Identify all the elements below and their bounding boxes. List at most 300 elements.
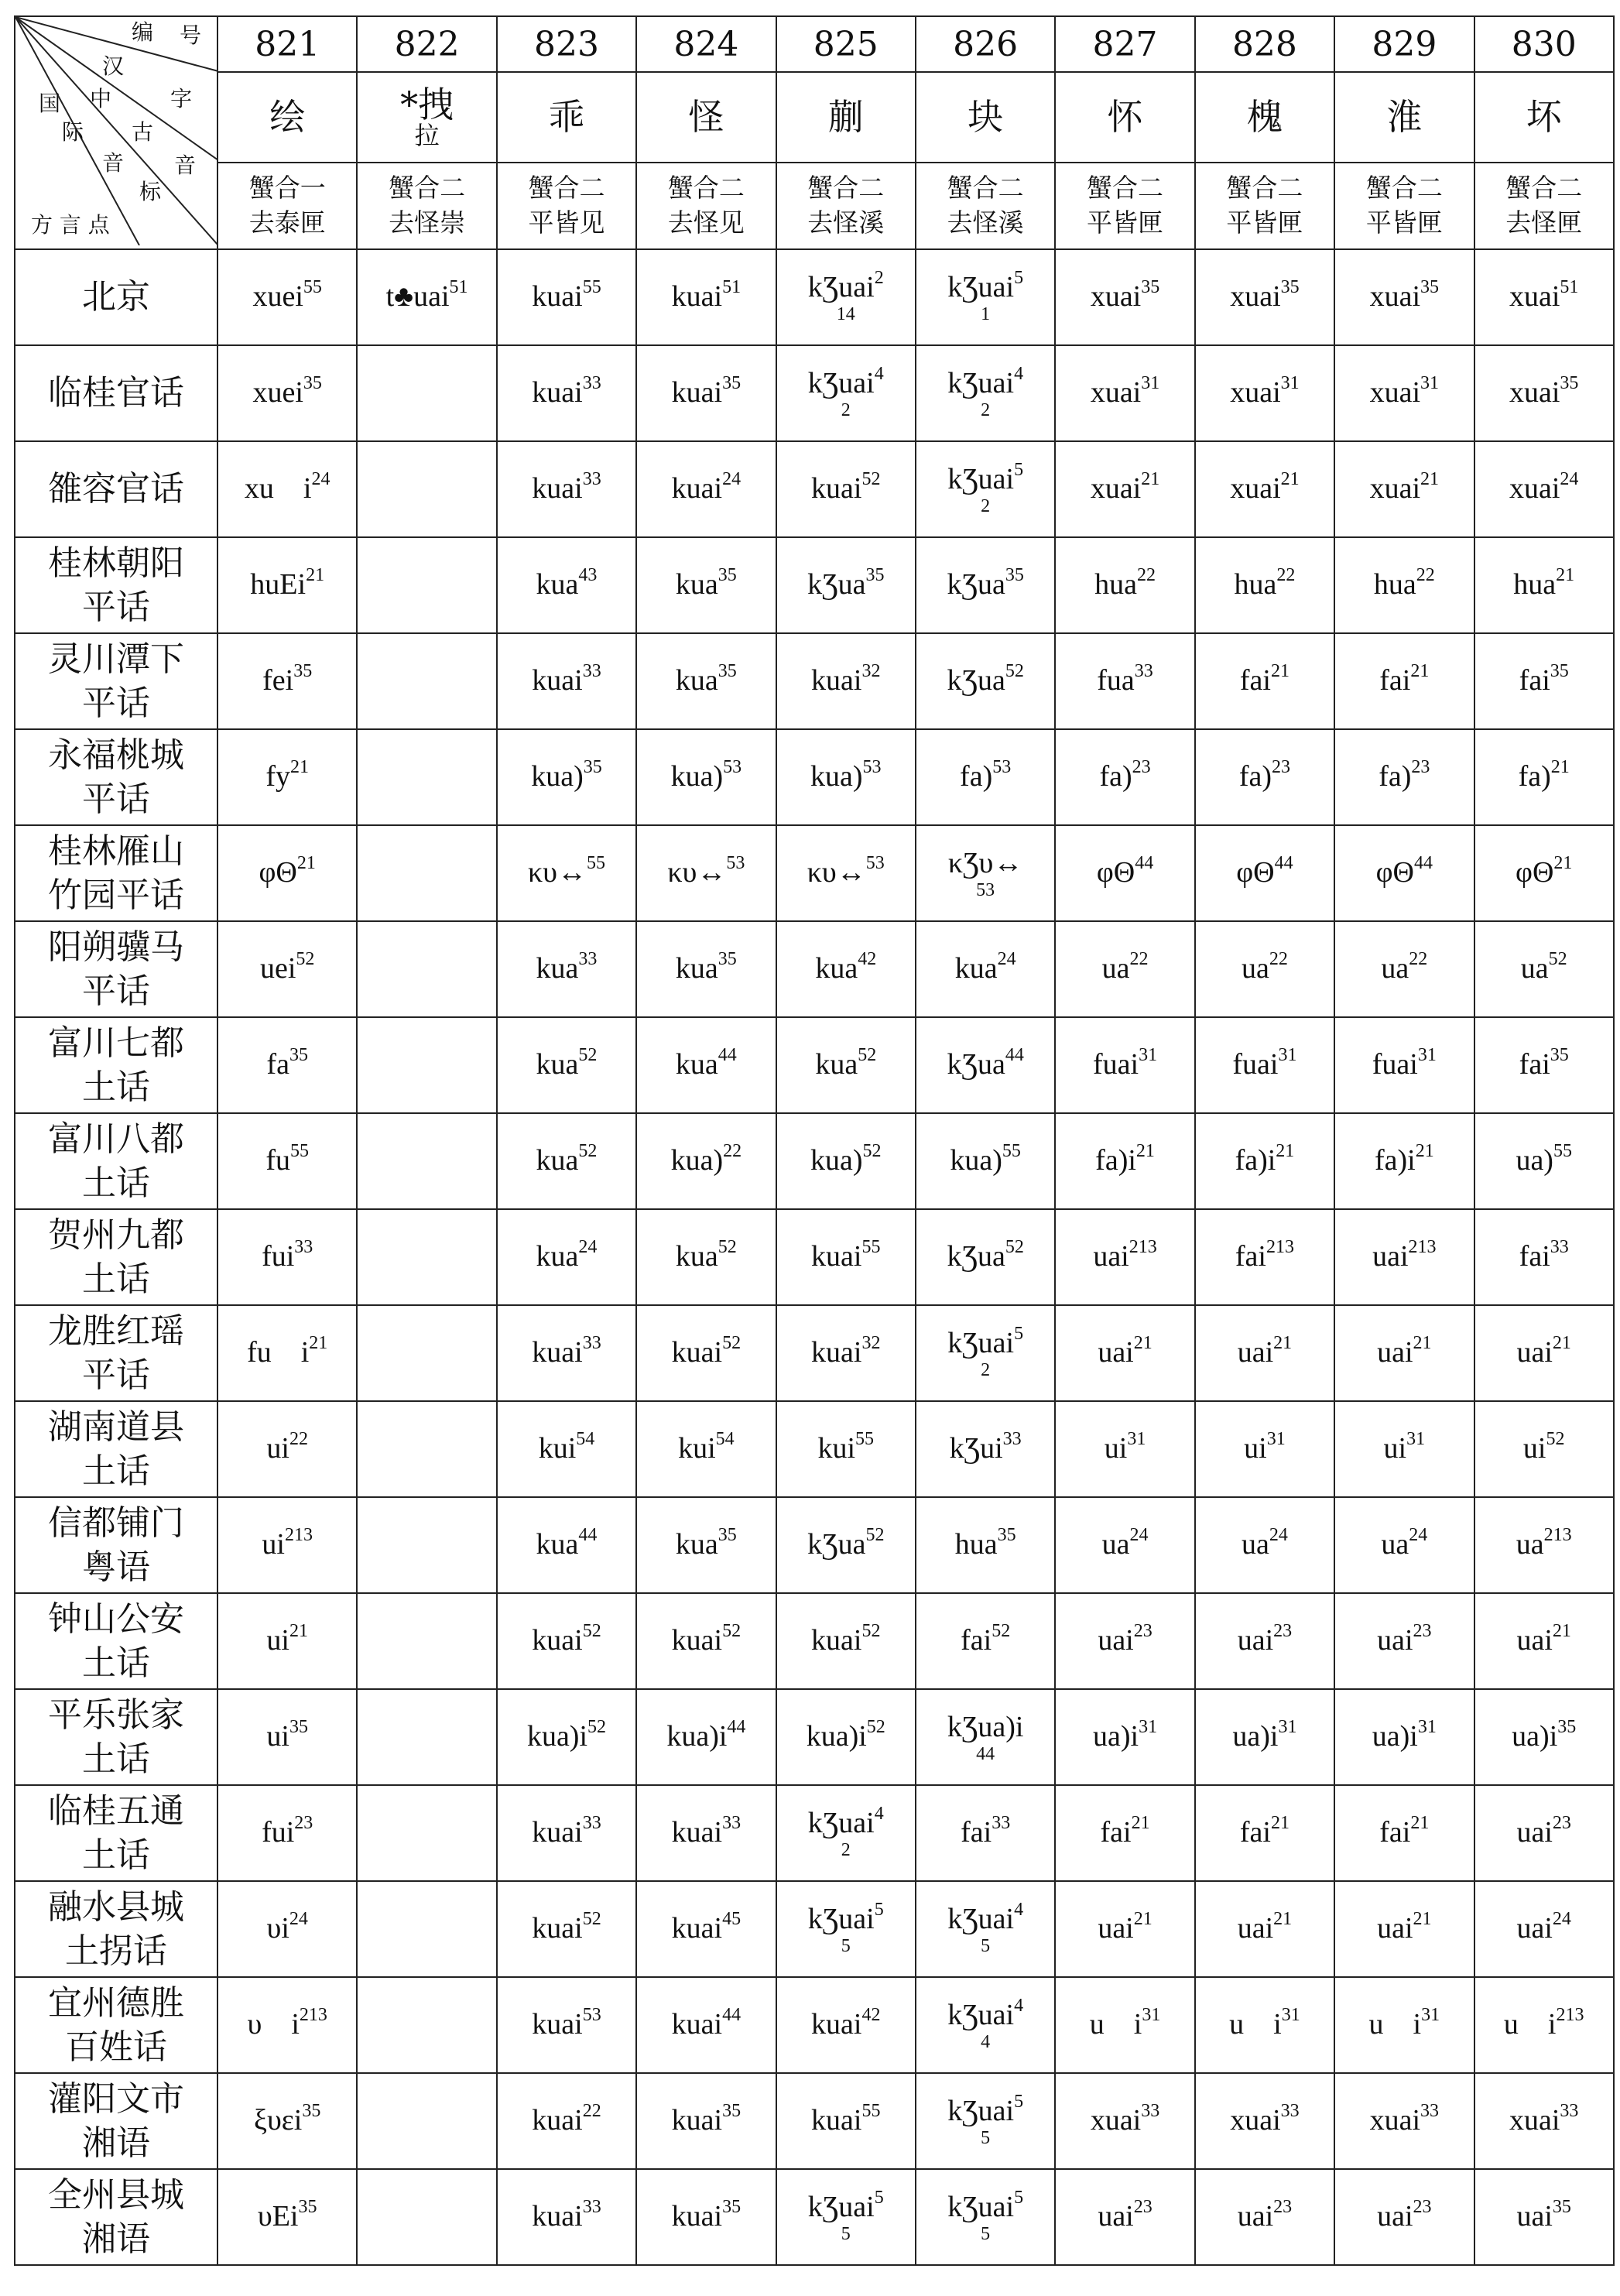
ipa-text: xuai bbox=[1230, 280, 1281, 314]
column-number: 825 bbox=[776, 16, 916, 72]
tone-digits: 2 bbox=[841, 399, 851, 420]
tone-number: 35 bbox=[1420, 277, 1440, 298]
dialect-location bbox=[15, 345, 217, 441]
tone-number-continued bbox=[916, 1937, 1054, 1955]
ipa-text: kua) bbox=[531, 760, 584, 793]
tone-number: 31 bbox=[1420, 373, 1440, 394]
pronunciation bbox=[916, 2092, 1054, 2129]
pronunciation-cell bbox=[1055, 1785, 1194, 1881]
pronunciation-cell bbox=[497, 633, 636, 729]
pronunciation bbox=[1196, 661, 1334, 698]
ipa-text: fai bbox=[1239, 664, 1271, 697]
ipa-text: φΘ bbox=[1516, 856, 1554, 889]
pronunciation bbox=[498, 373, 635, 410]
tone-number-continued bbox=[916, 2129, 1054, 2147]
pronunciation bbox=[218, 1429, 356, 1466]
pronunciation-cell bbox=[217, 1017, 357, 1113]
pronunciation bbox=[777, 364, 915, 401]
pronunciation bbox=[1475, 949, 1613, 986]
pronunciation-cell bbox=[1195, 2073, 1334, 2169]
pronunciation bbox=[1335, 565, 1473, 602]
pronunciation bbox=[777, 1237, 915, 1274]
pronunciation bbox=[1475, 373, 1613, 410]
location-line: 富川八都 bbox=[48, 1119, 184, 1159]
ipa-text: φΘ bbox=[1096, 856, 1135, 889]
tone-number: 35 bbox=[293, 661, 313, 682]
tone-number: 52 bbox=[865, 1525, 885, 1546]
tone-number: 55 bbox=[861, 1237, 881, 1258]
tone-number: 21 bbox=[1135, 1141, 1155, 1162]
ipa-text: ui bbox=[1104, 1432, 1128, 1465]
pronunciation bbox=[1056, 661, 1194, 698]
pronunciation bbox=[1196, 277, 1334, 314]
location-line: 百姓话 bbox=[65, 2027, 167, 2067]
pronunciation bbox=[1196, 1045, 1334, 1082]
pronunciation-cell bbox=[916, 345, 1055, 441]
table-row bbox=[15, 345, 1614, 441]
pronunciation-cell bbox=[217, 345, 357, 441]
pronunciation-cell bbox=[357, 1305, 496, 1401]
location-line: 平乐张家 bbox=[48, 1695, 184, 1735]
pronunciation-cell bbox=[1195, 1689, 1334, 1785]
ipa-text: ui bbox=[262, 1528, 285, 1561]
column-middle-chinese bbox=[1334, 163, 1474, 249]
location-line: 龙胜红瑶 bbox=[48, 1311, 184, 1351]
pronunciation-cell bbox=[1334, 1977, 1474, 2073]
tone-number: 44 bbox=[578, 1525, 598, 1546]
tone-number: 35 bbox=[303, 373, 322, 394]
pronunciation bbox=[916, 757, 1054, 794]
pronunciation-cell bbox=[636, 2073, 776, 2169]
tone-number: 31 bbox=[1127, 1429, 1146, 1450]
column-character bbox=[1334, 72, 1474, 163]
pronunciation bbox=[916, 1429, 1054, 1466]
pronunciation-cell bbox=[357, 1113, 496, 1209]
character-text: 绘 bbox=[269, 96, 306, 139]
column-number: 830 bbox=[1474, 16, 1614, 72]
tone-number: 21 bbox=[1141, 469, 1160, 490]
pronunciation-cell bbox=[1055, 1881, 1194, 1977]
tone-number: 43 bbox=[578, 565, 598, 586]
ipa-text: kuai bbox=[532, 2008, 583, 2041]
tone-number-continued bbox=[777, 401, 915, 420]
pronunciation-cell bbox=[1334, 537, 1474, 633]
pronunciation bbox=[498, 1717, 635, 1754]
pronunciation-cell bbox=[1474, 1401, 1614, 1497]
pronunciation bbox=[916, 1237, 1054, 1274]
tone-number: 213 bbox=[299, 2005, 327, 2026]
pronunciation bbox=[498, 949, 635, 986]
pronunciation bbox=[218, 949, 356, 986]
mc-tone-initial: 平皆匣 bbox=[1226, 207, 1303, 238]
ipa-text: ua) bbox=[1516, 1144, 1553, 1177]
ipa-text: kua bbox=[954, 952, 998, 985]
mc-category: 蟹合二 bbox=[1505, 173, 1583, 204]
pronunciation-cell bbox=[1195, 1113, 1334, 1209]
location-line: 平话 bbox=[82, 684, 150, 723]
pronunciation-cell bbox=[357, 249, 496, 345]
ipa-text: kuai bbox=[532, 1624, 583, 1657]
pronunciation bbox=[637, 1909, 775, 1946]
pronunciation bbox=[1196, 949, 1334, 986]
pronunciation bbox=[218, 1909, 356, 1946]
pronunciation bbox=[637, 1813, 775, 1850]
ipa-text: fua bbox=[1097, 664, 1135, 697]
pronunciation bbox=[498, 2197, 635, 2234]
tone-number: 24 bbox=[1552, 1909, 1571, 1930]
character-text: 淮 bbox=[1386, 96, 1423, 139]
tone-number: 21 bbox=[1270, 661, 1289, 682]
tone-number: 22 bbox=[289, 1429, 308, 1450]
pronunciation-cell bbox=[1334, 1881, 1474, 1977]
pronunciation-cell bbox=[497, 537, 636, 633]
ipa-text: ξυεi bbox=[254, 2104, 303, 2137]
ipa-text: uai bbox=[1516, 1624, 1553, 1657]
pronunciation bbox=[1056, 469, 1194, 506]
pronunciation-cell bbox=[636, 1497, 776, 1593]
table-row bbox=[15, 921, 1614, 1017]
location-line: 临桂五通 bbox=[48, 1791, 184, 1831]
ipa-text: fa) bbox=[1379, 760, 1412, 793]
pronunciation bbox=[1056, 757, 1194, 794]
pronunciation bbox=[916, 2188, 1054, 2225]
tone-number: 31 bbox=[1142, 2005, 1161, 2026]
location-line: 土拐话 bbox=[65, 1931, 167, 1971]
pronunciation-cell bbox=[1474, 1689, 1614, 1785]
tone-number: 21 bbox=[1550, 757, 1570, 778]
pronunciation-cell bbox=[636, 249, 776, 345]
pronunciation bbox=[916, 1141, 1054, 1178]
pronunciation-cell bbox=[497, 729, 636, 825]
tone-number: 21 bbox=[1552, 1333, 1571, 1354]
pronunciation-cell bbox=[776, 1401, 916, 1497]
tone-number: 21 bbox=[1410, 1813, 1430, 1834]
ipa-text: uai bbox=[1237, 1336, 1274, 1369]
location-line: 竹园平话 bbox=[48, 876, 184, 915]
ipa-text: kua)i bbox=[526, 1720, 588, 1753]
ipa-text: kuai bbox=[532, 472, 583, 505]
pronunciation-cell bbox=[776, 1497, 916, 1593]
ipa-text: kƷuai bbox=[807, 2191, 875, 2224]
tone-number: 44 bbox=[1414, 853, 1433, 874]
table-row bbox=[15, 441, 1614, 537]
pronunciation bbox=[498, 1909, 635, 1946]
pronunciation bbox=[637, 1429, 775, 1466]
column-character bbox=[1474, 72, 1614, 163]
dialect-table bbox=[14, 15, 1615, 2266]
pronunciation bbox=[637, 1141, 775, 1178]
tone-number: 22 bbox=[1129, 949, 1149, 970]
column-number: 826 bbox=[916, 16, 1055, 72]
pronunciation-cell bbox=[1334, 1785, 1474, 1881]
character-text: 怪 bbox=[688, 96, 724, 139]
ipa-text: fa) bbox=[1099, 760, 1132, 793]
ipa-text: ua bbox=[1241, 952, 1269, 985]
ipa-text: xu i bbox=[244, 472, 312, 505]
pronunciation-cell bbox=[1474, 441, 1614, 537]
pronunciation-cell bbox=[497, 249, 636, 345]
pronunciation-cell bbox=[1055, 1401, 1194, 1497]
ipa-text: ua)i bbox=[1372, 1720, 1418, 1753]
ipa-text: uai bbox=[1516, 1336, 1553, 1369]
ipa-text: kuai bbox=[811, 1240, 862, 1273]
pronunciation bbox=[1196, 565, 1334, 602]
ipa-text: fai bbox=[1235, 1240, 1266, 1273]
pronunciation bbox=[916, 1621, 1054, 1658]
tone-number: 32 bbox=[861, 661, 881, 682]
pronunciation-cell bbox=[916, 825, 1055, 921]
pronunciation-cell bbox=[1334, 345, 1474, 441]
pronunciation-cell bbox=[916, 249, 1055, 345]
ipa-text: ua)i bbox=[1232, 1720, 1279, 1753]
pronunciation-cell bbox=[357, 921, 496, 1017]
pronunciation bbox=[1475, 853, 1613, 890]
pronunciation bbox=[1475, 1141, 1613, 1178]
tone-number: 44 bbox=[1274, 853, 1293, 874]
tone-number: 21 bbox=[1276, 1141, 1295, 1162]
pronunciation-cell bbox=[1334, 249, 1474, 345]
pronunciation bbox=[1056, 1717, 1194, 1754]
pronunciation bbox=[1196, 853, 1334, 890]
corner-label-yin1: 音 bbox=[102, 150, 125, 176]
tone-number: 33 bbox=[582, 2197, 601, 2218]
ipa-text: hua bbox=[1234, 568, 1277, 601]
pronunciation-cell bbox=[916, 2169, 1055, 2265]
pronunciation-cell bbox=[1334, 1305, 1474, 1401]
corner-header-cell bbox=[15, 16, 217, 249]
ipa-text: kui bbox=[678, 1432, 716, 1465]
location-line: 湘语 bbox=[82, 2219, 150, 2259]
ipa-text: kƷuai bbox=[947, 463, 1015, 496]
ipa-text: kua bbox=[675, 1240, 718, 1273]
pronunciation-cell bbox=[1195, 249, 1334, 345]
pronunciation-cell bbox=[357, 1977, 496, 2073]
pronunciation bbox=[777, 1429, 915, 1466]
tone-number: 4 bbox=[1014, 364, 1024, 385]
pronunciation bbox=[1056, 1621, 1194, 1658]
pronunciation-cell bbox=[1055, 1689, 1194, 1785]
pronunciation bbox=[637, 1525, 775, 1562]
pronunciation bbox=[1056, 853, 1194, 890]
tone-number: 5 bbox=[1014, 2092, 1024, 2113]
pronunciation-cell bbox=[916, 729, 1055, 825]
location-line: 临桂官话 bbox=[48, 373, 184, 413]
tone-number: 52 bbox=[296, 949, 315, 970]
pronunciation-cell bbox=[776, 1113, 916, 1209]
pronunciation-cell bbox=[217, 1881, 357, 1977]
pronunciation-cell bbox=[1474, 825, 1614, 921]
tone-number: 22 bbox=[1269, 949, 1288, 970]
header-row-characters bbox=[15, 72, 1614, 163]
tone-number: 22 bbox=[582, 2101, 601, 2122]
pronunciation-cell bbox=[1474, 921, 1614, 1017]
ipa-text: υi bbox=[266, 1912, 289, 1945]
location-line: 宜州德胜 bbox=[48, 1982, 184, 2023]
pronunciation bbox=[498, 277, 635, 314]
tone-number: 24 bbox=[578, 1237, 598, 1258]
pronunciation bbox=[1056, 1909, 1194, 1946]
ipa-text: kuai bbox=[671, 1336, 723, 1369]
ipa-text: kƷuai bbox=[807, 367, 875, 400]
pronunciation-cell bbox=[1334, 1689, 1474, 1785]
pronunciation-cell bbox=[497, 1401, 636, 1497]
tone-number: 35 bbox=[298, 2197, 317, 2218]
tone-digits: 5 bbox=[981, 1935, 991, 1956]
pronunciation-cell bbox=[497, 1881, 636, 1977]
ipa-text: κυ↔ bbox=[667, 856, 727, 889]
tone-number: 53 bbox=[992, 757, 1012, 778]
tone-number: 35 bbox=[289, 1045, 308, 1066]
pronunciation bbox=[1475, 1717, 1613, 1754]
pronunciation bbox=[777, 1900, 915, 1937]
ipa-text: kuai bbox=[671, 280, 723, 314]
ipa-text: xuai bbox=[1230, 472, 1281, 505]
location-line: 土话 bbox=[82, 1163, 150, 1203]
pronunciation bbox=[1056, 1813, 1194, 1850]
ipa-text: ui bbox=[266, 1624, 289, 1657]
pronunciation bbox=[1335, 469, 1473, 506]
pronunciation-cell bbox=[636, 2169, 776, 2265]
pronunciation bbox=[777, 1045, 915, 1082]
pronunciation bbox=[1335, 1333, 1473, 1370]
tone-number: 52 bbox=[582, 1621, 601, 1642]
tone-number: 5 bbox=[1014, 1324, 1024, 1345]
pronunciation-cell bbox=[497, 2073, 636, 2169]
pronunciation bbox=[916, 565, 1054, 602]
ipa-text: ui bbox=[1244, 1432, 1267, 1465]
column-number: 824 bbox=[636, 16, 776, 72]
ipa-text: xuai bbox=[1509, 2104, 1560, 2137]
tone-number: 5 bbox=[1014, 2188, 1024, 2209]
pronunciation-cell bbox=[916, 1689, 1055, 1785]
pronunciation-cell bbox=[776, 729, 916, 825]
pronunciation-cell bbox=[357, 1689, 496, 1785]
ipa-text: kui bbox=[538, 1432, 577, 1465]
ipa-text: kuai bbox=[671, 2200, 723, 2233]
pronunciation-cell bbox=[776, 1689, 916, 1785]
pronunciation bbox=[777, 268, 915, 305]
tone-number: 24 bbox=[1129, 1525, 1149, 1546]
tone-number: 55 bbox=[861, 2101, 881, 2122]
tone-number-continued bbox=[777, 1841, 915, 1859]
pronunciation-cell bbox=[916, 1209, 1055, 1305]
location-line: 平话 bbox=[82, 1355, 150, 1395]
pronunciation bbox=[1196, 1717, 1334, 1754]
pronunciation-cell bbox=[1195, 1881, 1334, 1977]
character-text: *拽 bbox=[400, 83, 454, 125]
tone-number: 23 bbox=[1272, 757, 1291, 778]
ipa-text: φΘ bbox=[259, 856, 297, 889]
pronunciation-cell bbox=[1055, 2073, 1194, 2169]
ipa-text: fai bbox=[961, 1624, 992, 1657]
pronunciation-cell bbox=[776, 2169, 916, 2265]
corner-label-gu: 古 bbox=[132, 119, 154, 145]
pronunciation-cell bbox=[217, 537, 357, 633]
tone-number: 55 bbox=[290, 1141, 310, 1162]
table-row bbox=[15, 1113, 1614, 1209]
ipa-text: kƷuai bbox=[947, 2095, 1015, 2128]
pronunciation bbox=[218, 1525, 356, 1562]
ipa-text: fui bbox=[262, 1816, 295, 1849]
ipa-text: fa) bbox=[1238, 760, 1272, 793]
tone-number: 31 bbox=[1278, 1717, 1297, 1738]
tone-number: 5 bbox=[1014, 460, 1024, 481]
ipa-text: fai bbox=[1519, 1240, 1550, 1273]
pronunciation bbox=[1196, 1237, 1334, 1274]
pronunciation-cell bbox=[1055, 1497, 1194, 1593]
column-character bbox=[357, 72, 496, 163]
pronunciation bbox=[1056, 1141, 1194, 1178]
tone-number: 33 bbox=[582, 1333, 601, 1354]
pronunciation-cell bbox=[1195, 1401, 1334, 1497]
pronunciation bbox=[498, 661, 635, 698]
pronunciation-cell bbox=[1474, 1785, 1614, 1881]
location-line: 土话 bbox=[82, 1643, 150, 1683]
pronunciation bbox=[637, 1333, 775, 1370]
tone-digits: 2 bbox=[981, 1359, 991, 1380]
pronunciation bbox=[777, 757, 915, 794]
pronunciation-cell bbox=[357, 1497, 496, 1593]
mc-category: 蟹合二 bbox=[947, 173, 1024, 204]
pronunciation bbox=[777, 565, 915, 602]
tone-number: 23 bbox=[1273, 2197, 1293, 2218]
pronunciation bbox=[1475, 661, 1613, 698]
ipa-text: kui bbox=[817, 1432, 856, 1465]
pronunciation-cell bbox=[916, 1401, 1055, 1497]
tone-number: 52 bbox=[722, 1333, 742, 1354]
ipa-text: kƷua)i bbox=[947, 1711, 1024, 1744]
pronunciation-cell bbox=[1474, 537, 1614, 633]
corner-label-yin2: 音 bbox=[174, 152, 197, 178]
pronunciation bbox=[1196, 757, 1334, 794]
ipa-text: xuai bbox=[1230, 376, 1281, 410]
pronunciation-cell bbox=[636, 729, 776, 825]
pronunciation-cell bbox=[357, 729, 496, 825]
pronunciation-cell bbox=[497, 1593, 636, 1689]
ipa-text: fuai bbox=[1093, 1048, 1139, 1081]
pronunciation bbox=[498, 1621, 635, 1658]
pronunciation bbox=[1335, 1525, 1473, 1562]
pronunciation-cell bbox=[1195, 633, 1334, 729]
ipa-text: kuai bbox=[532, 1912, 583, 1945]
ipa-text: kuai bbox=[532, 376, 583, 410]
tone-number-continued bbox=[916, 1745, 1054, 1763]
pronunciation bbox=[218, 565, 356, 602]
pronunciation bbox=[637, 565, 775, 602]
pronunciation bbox=[1335, 2197, 1473, 2234]
location-line: 灵川潭下 bbox=[48, 639, 184, 679]
ipa-text: kuai bbox=[532, 1336, 583, 1369]
location-line: 雒容官话 bbox=[48, 469, 184, 509]
pronunciation-cell bbox=[1055, 537, 1194, 633]
character-text: 怀 bbox=[1107, 96, 1143, 139]
pronunciation bbox=[1475, 565, 1613, 602]
ipa-text: xuei bbox=[252, 280, 303, 314]
tone-number: 213 bbox=[1129, 1237, 1157, 1258]
tone-number: 21 bbox=[1270, 1813, 1289, 1834]
pronunciation bbox=[1335, 949, 1473, 986]
pronunciation-cell bbox=[1334, 1497, 1474, 1593]
tone-number: 23 bbox=[1273, 1621, 1293, 1642]
ipa-text: kua) bbox=[810, 1144, 863, 1177]
ipa-text: kƷuai bbox=[947, 1903, 1015, 1936]
pronunciation-cell bbox=[1195, 1497, 1334, 1593]
pronunciation-cell bbox=[357, 633, 496, 729]
pronunciation-cell bbox=[1474, 2169, 1614, 2265]
ipa-text: kƷuai bbox=[947, 1999, 1015, 2032]
tone-number: 213 bbox=[284, 1525, 313, 1546]
ipa-text: kƷua bbox=[947, 1240, 1005, 1273]
